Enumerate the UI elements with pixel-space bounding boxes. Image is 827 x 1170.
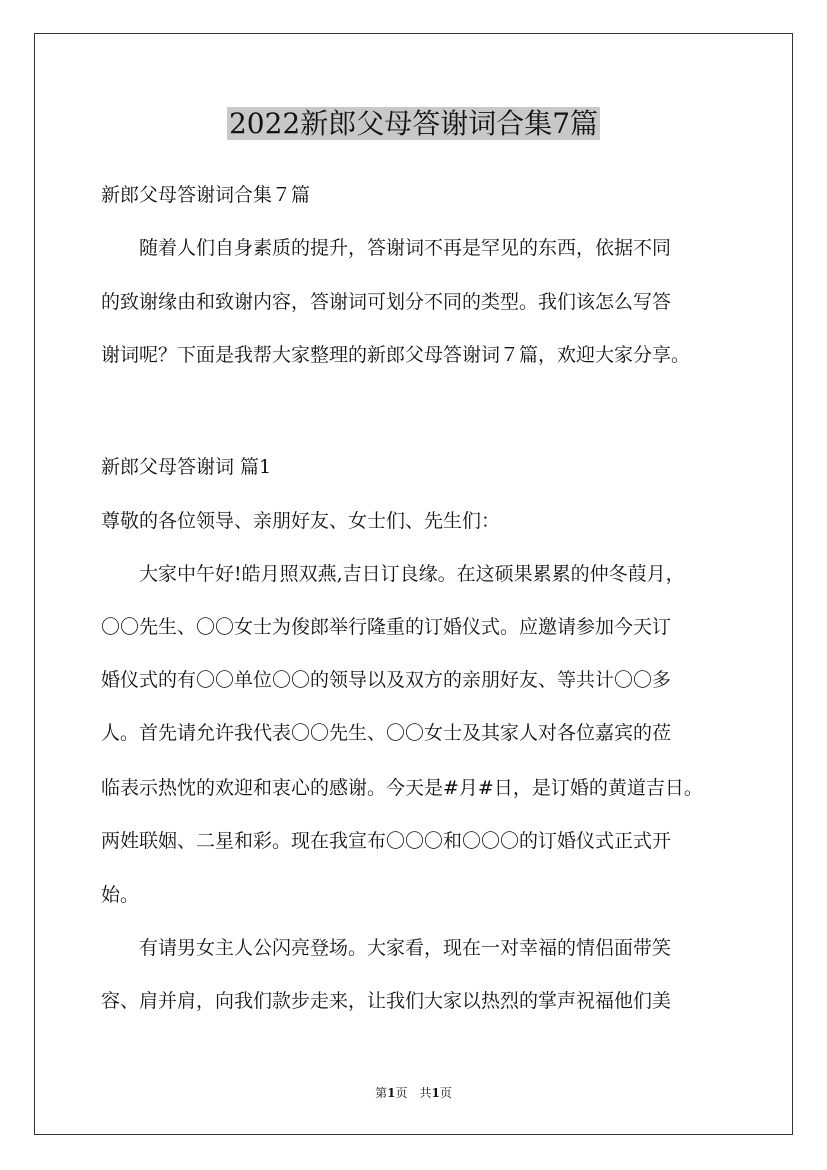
body-line-2: 〇〇先生、〇〇女士为俊郎举行隆重的订婚仪式。应邀请参加今天订 [101, 616, 672, 638]
document-title [0, 104, 827, 144]
body-line-3: 婚仪式的有〇〇单位〇〇的领导以及双方的亲朋好友、等共计〇〇多 [101, 669, 672, 691]
footer-middle: 页 共 [395, 1086, 432, 1100]
body-line-8: 有请男女主人公闪亮登场。大家看，现在一对幸福的情侣面带笑 [101, 937, 672, 959]
body-line-5: 临表示热忱的欢迎和衷心的感谢。今天是#月#日，是订婚的黄道吉日。 [101, 777, 703, 799]
section-heading: 新郎父母答谢词 篇1 [101, 456, 272, 478]
body-line-9: 容、肩并肩，向我们款步走来，让我们大家以热烈的掌声祝福他们美 [101, 990, 672, 1012]
body-line-6: 两姓联姻、二星和彩。现在我宣布〇〇〇和〇〇〇的订婚仪式正式开 [101, 830, 672, 852]
body-line-1: 大家中午好!皓月照双燕,吉日订良缘。在这硕果累累的仲冬葭月， [101, 563, 685, 585]
footer-prefix: 第 [375, 1086, 388, 1100]
footer-page-number: 1 [387, 1086, 396, 1100]
page-footer [0, 1085, 827, 1101]
document-subtitle: 新郎父母答谢词合集７篇 [101, 184, 311, 206]
intro-line-1: 随着人们自身素质的提升，答谢词不再是罕见的东西，依据不同 [101, 237, 672, 259]
body-line-7: 始。 [101, 884, 140, 906]
salutation: 尊敬的各位领导、亲朋好友、女士们、先生们： [101, 510, 501, 532]
intro-line-3: 谢词呢？下面是我帮大家整理的新郎父母答谢词７篇，欢迎大家分享。 [101, 344, 691, 366]
intro-line-2: 的致谢缘由和致谢内容，答谢词可划分不同的类型。我们该怎么写答 [101, 291, 672, 313]
footer-suffix: 页 [439, 1086, 452, 1100]
document-title-text: 2022新郎父母答谢词合集7篇 [228, 107, 599, 140]
body-line-4: 人。首先请允许我代表〇〇先生、〇〇女士及其家人对各位嘉宾的莅 [101, 722, 672, 744]
footer-total-pages: 1 [431, 1086, 440, 1100]
